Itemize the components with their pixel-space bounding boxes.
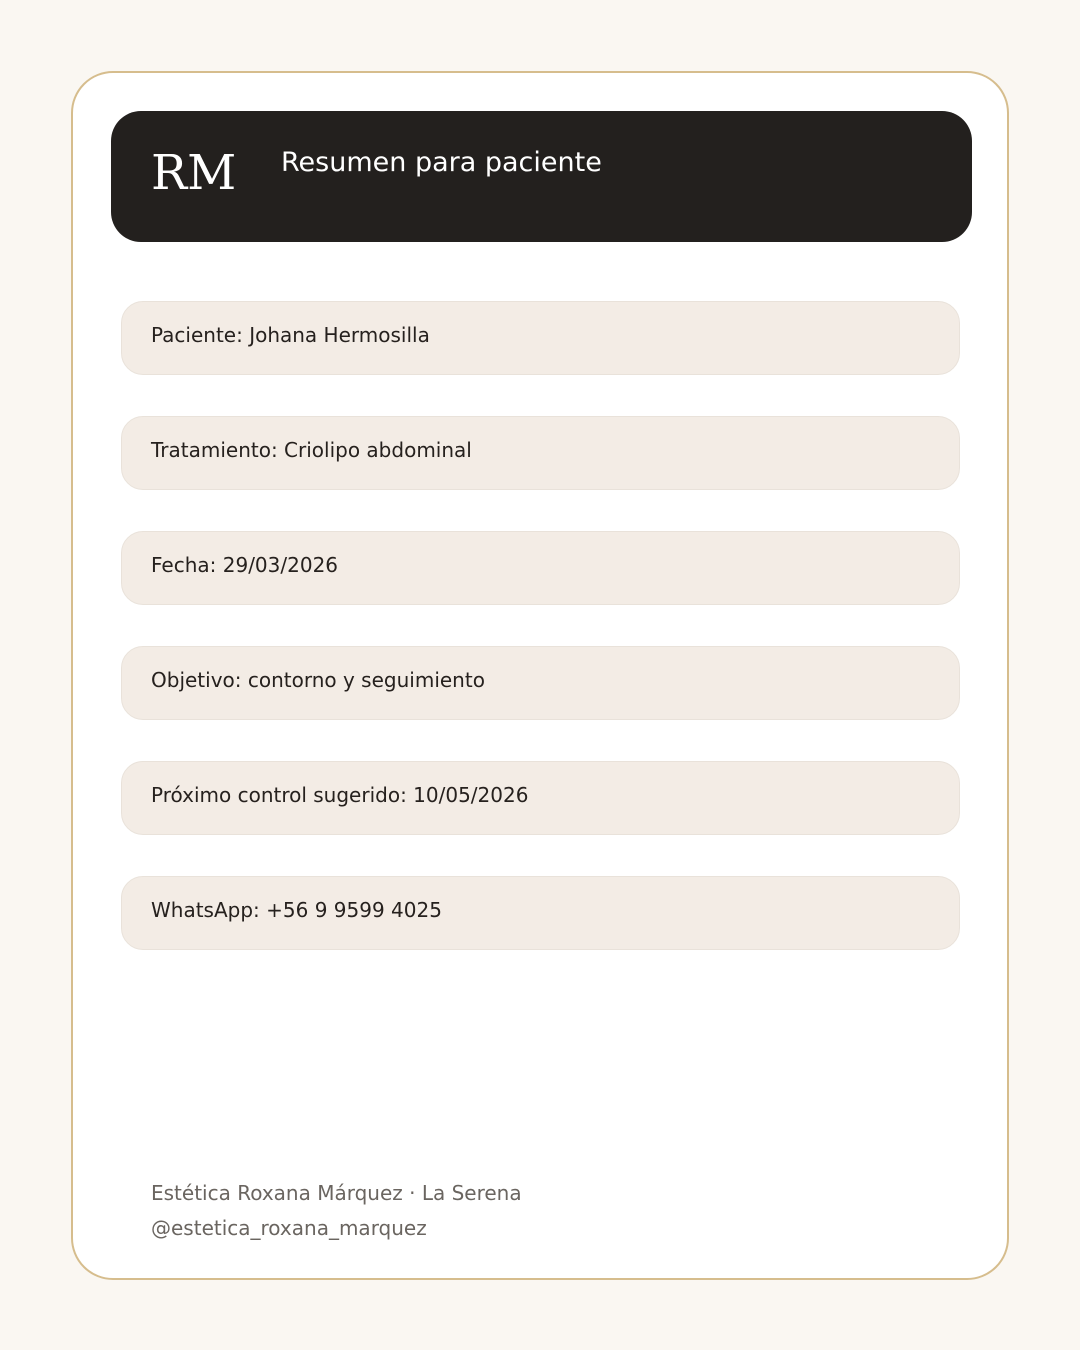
footer-business: Estética Roxana Márquez · La Serena: [151, 1181, 522, 1205]
field-treatment-text: Tratamiento: Criolipo abdominal: [151, 438, 472, 462]
patient-summary-card: [71, 71, 1009, 1280]
field-objective-text: Objetivo: contorno y seguimiento: [151, 668, 485, 692]
field-treatment: [121, 416, 960, 490]
field-next-control-text: Próximo control sugerido: 10/05/2026: [151, 783, 529, 807]
field-whatsapp: [121, 876, 960, 950]
footer-handle: @estetica_roxana_marquez: [151, 1216, 427, 1240]
card-header: [111, 111, 972, 242]
field-objective: [121, 646, 960, 720]
field-next-control: [121, 761, 960, 835]
field-patient-text: Paciente: Johana Hermosilla: [151, 323, 430, 347]
field-date-text: Fecha: 29/03/2026: [151, 553, 339, 577]
field-whatsapp-text: WhatsApp: +56 9 9599 4025: [151, 898, 442, 922]
field-patient: [121, 301, 960, 375]
page-title: Resumen para paciente: [281, 147, 602, 178]
brand-monogram: RM: [151, 145, 237, 201]
field-date: [121, 531, 960, 605]
